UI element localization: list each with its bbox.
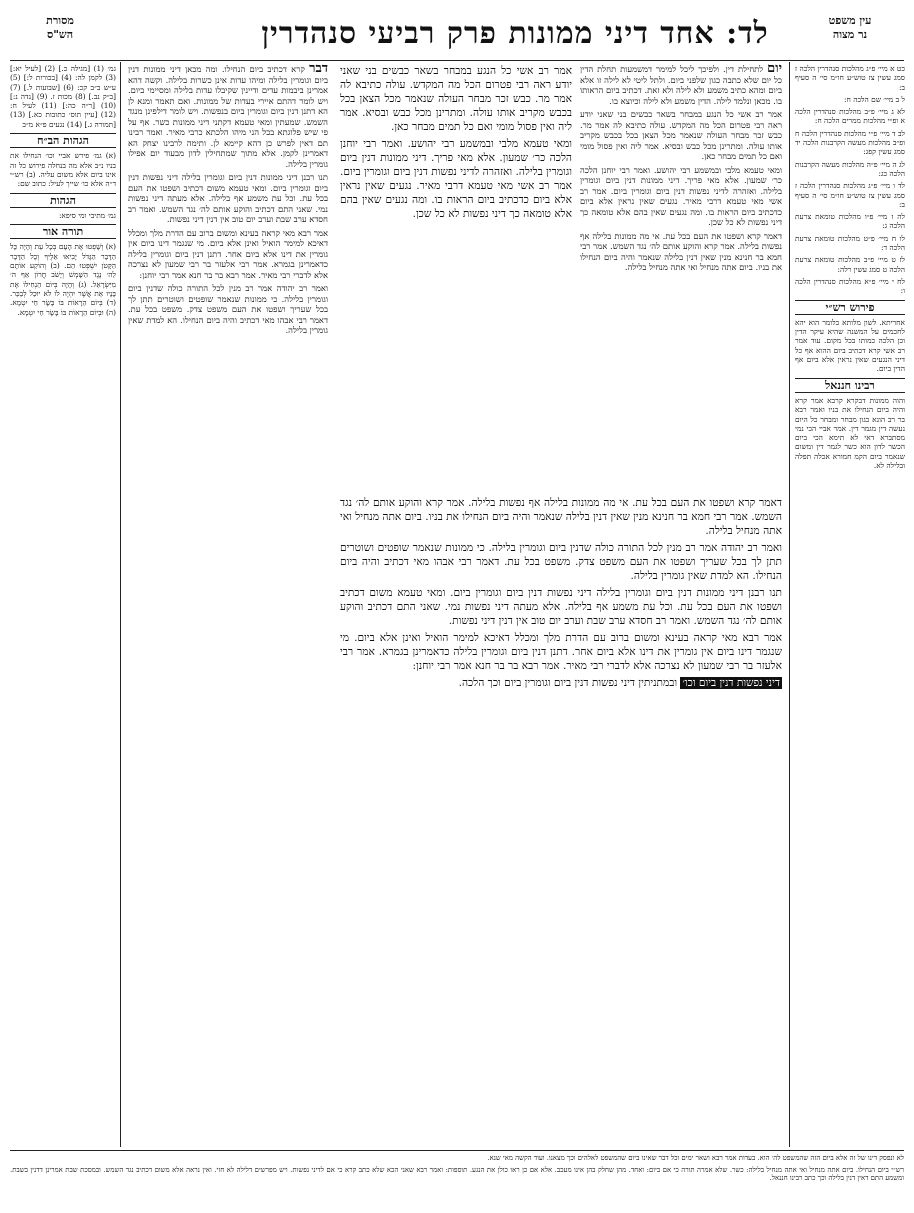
torah-or-title: תורה אור [10, 224, 116, 239]
masoret-column [10, 64, 116, 1144]
tosafot-opening-word: דבר [309, 64, 328, 76]
ein-mishpat-entry: כט א מיי׳ פ״ג מהלכות סנהדרין הלכה ז סמג עשין צז טוש״ע חו״מ סי׳ ה סעיף ב: [795, 64, 905, 92]
footer-notes [10, 1154, 904, 1208]
rashi-column [580, 64, 782, 494]
footer-line: לא ונפסק דינו של זה אלא ביום הזה שהמשפט לה׳ הוא. בעדות אמר רבא ושאר ימים וכל דבר שאינו ביום שהמשפט לאלהים וכך מצאנו. ועוד הקשה מאי שנא. [487, 1154, 904, 1162]
rabbeinu-chananel-text: והוה ממונות דבקרא קרבא אמר קרא והיה ביום הנחילו את בניו ואמר רבא בר רב הונא כגון מבחר ומבחר כל היום נעשה דין מגמר דין. אמר אביי הכי נמי מסתברא דאי לא תימא הכי ביום הכשר לדון הוא כשר לגמר דין ומשום שנאמר ביום הקמ חמורא אכלה תפלה ובלילה לא. [795, 395, 905, 470]
tosafot-column [128, 64, 328, 1064]
ein-mishpat-entry: ל ב מיי׳ שם הלכה ח: [843, 94, 905, 104]
mishna-highlight: דיני נפשות דנין ביום וכו׳ [682, 677, 780, 689]
footer-rule [10, 1150, 904, 1151]
ein-mishpat-header [800, 14, 900, 58]
ein-mishpat-entry: לד ו מיי׳ פ״ג מהלכות סנהדרין הלכה ז סמג עשין צז טוש״ע חו״מ סי׳ ה סעיף ב: [795, 181, 905, 209]
ein-mishpat-entry: לז ט מיי׳ פ״ב מהלכות טומאת צרעת הלכה ט סמג עשין רלה: [795, 255, 905, 274]
header-rule [10, 60, 904, 61]
ein-mishpat-label: עין משפט [828, 14, 872, 27]
ein-mishpat-entry: לב ד מיי׳ פ״י מהלכות סנהדרין הלכה ח ופ״ב מהלכות מעשה הקרבנות הלכה יד סמג עשין קפג: [795, 128, 905, 157]
masoret-references: גמ׳ (1) [מגילה כ.] (2) [לעיל יא:] (3) לקמן לה: (4) [בכורות ל:] (5) ע״ש ב״ב קכ: (6) [שבועות ל.] (7) [ב״ק נב.] (8) מכות ז. (9) [נדה נ:] (10) [ר״ה כה:] (11) לעיל ח: (12) [עיין תוס׳ כתובות כא.] (13) [תמורה ג.] (14) נגעים פ״א מ״ב [10, 64, 116, 129]
masoret-header [12, 14, 108, 58]
gemara-closing: ובמתניתין דיני נפשות דנין ביום וגומרין ביום וכך הלכה. [458, 677, 678, 689]
haghot-title: הגהות [10, 193, 116, 208]
torah-or-text: (א) וְשָׁפְטוּ אֶת הָעָם בְּכָל עֵת וְהָיָה כָּל הַדָּבָר הַגָּדֹל יָבִיאוּ אֵלֶיךָ וְכָל הַדָּבָר הַקָּטֹן יִשְׁפְּטוּ הֵם. (ב) וְהוֹקַע אוֹתָם לַה׳ נֶגֶד הַשָּׁמֶשׁ וְיָשֹׁב חֲרוֹן אַף ה׳ מִיִּשְׂרָאֵל. (ג) וְהָיָה בְּיוֹם הַנְחִילוֹ אֶת בָּנָיו אֵת אֲשֶׁר יִהְיֶה לוֹ לֹא יוּכַל לְבַכֵּר. (ד) בְּיוֹם הֵרָאוֹת בּוֹ בָּשָׂר חַי יִטְמָא. (ה) וּבְיוֹם הֵרָאוֹת בּוֹ בָּשָׂר חַי יִטְמָא. [10, 242, 116, 317]
gemara-paragraph: תנו רבנן דיני ממונות דנין ביום וגומרין בלילה דיני נפשות דנין ביום וגומרין ביום. ומאי טעמא משום דכתיב ושפטו את העם בכל עת. וכל עת משמע אף בלילה. אלא מעתה דיני נפשות נמי. שאני התם דכתיב והוקע אותם לה׳ נגד השמש. ואמר רב חסדא ערב שבת וערב יום טוב אין דנין דיני נפשות. [340, 587, 782, 627]
gemara-upper [340, 64, 572, 494]
gemara-highlight-line [340, 676, 782, 690]
gemara-lower [340, 496, 782, 1092]
masoret-label: מסורת [46, 14, 74, 27]
footer-rashi: רש״י ביום הנחילו. ביום אתה מנחיל ואי אתה מנחיל בלילה: כשר. שלא אמרה תורה כי אם ביום: ואחד. מהן שחלק בהן אינו מעכב. אלא אם כן ראו כולן את הנגע. תוספות: ואמר רבא שאני הכא שלא כתב קרא כי אם לדיני נפשות. ויש מפרשים דלילה לא חזי. ואין נראה אלא משום דכתיב נגד השמש. ובמסכת שבת אמרינן דדנין בשבת. ומשמע התם דאין דנין בלילה וכך כתב רבינו חננאל. [10, 1165, 904, 1183]
hashas-label: הש"ס [46, 28, 74, 41]
gemara-paragraph: אמר רב אשי כל הנגע במבחר בשאר כבשים בני שאני יודע ראה רבי פטרום הכל מה המקדש. עולה כתיבא לה אמר מר. כבש זכר מבחר העולה שנאמר מכל הצאן בכל בכבש מקריב אותו עולה. ומתרינן מכל כבש ובסיא. אמר ליה ואין פסול מומי ואם כל תמים מבחר כאן. [340, 65, 572, 133]
ein-mishpat-entry: לג ה מיי׳ פ״ה מהלכות מעשה הקרבנות הלכה כג: [795, 159, 905, 178]
gemara-paragraph: דאמר קרא ושפטו את העם בכל עת. אי מה ממונות בלילה אף נפשות בלילה. אמר קרא והוקע אותם לה׳ נגד השמש. אמר רבי חמא בר חנינא מנין שאין דנין בלילה שנאמר והיה ביום הנחילו את בניו. ביום אתה מנחיל ואי אתה מנחיל בלילה. [340, 497, 782, 537]
ein-mishpat-column [795, 64, 905, 1144]
tosafot-text: קרא דכתיב ביום הנחילו. ומה מכאן דיני ממונות דנין ביום וגומרין בלילה ומיהו עדות אינן כשרות בלילה. וקשה דהא אמרינן ביבמות עדים ודיינין שקיבלו עדות בלילה ומסיימי ביום. ויש לומר דהתם איירי בעדות של ממונות. ואם תאמר ומנא לן הא דתנן דנין ביום וגומרין ביום בנפשות. ויש לומר דילפינן מנגד השמש. שמעתין ומאי טעמא דקתני דיני ממונות כשר. אף על פי שיש פלוגתא בכל הני מיהו הלכתא כרבי מאיר. ואמר רבינו תם דאין לפרש כן דהא קיימא לן. ותימה לרבינו יצחק הא דאמרינן לקמן. אלא מתוך שמתחילין לדון מבעוד יום אפילו גומרין בלילה. [128, 64, 328, 169]
tosafot-continued: ואמר רב יהודה אמר רב מנין לכל התורה כולה שדנין ביום וגומרין בלילה. כי ממונות שנאמר שופטים ושוטרים תתן לך בכל שעריך ושפטו את העם משפט צדק. משפט בכל עת. דאמר רבי אבהו מאי דכתיב והיה ביום הנחילו. הא למדת שאין גומרין בלילה. [128, 283, 328, 335]
rashi-opening-word: יום [767, 64, 782, 76]
haghot-habach-title: הגהות הב״ח [10, 133, 116, 148]
rashi-opening [580, 64, 782, 106]
ein-mishpat-entry: לא ג מיי׳ פ״ב מהלכות סנהדרין הלכה א ופ״י מהלכות ממרים הלכה ח: [795, 107, 905, 126]
gemara-paragraph: ומאי טעמא מלבי ובמשמע רבי יהושע. ואמר רבי יוחנן הלכה כר׳ שמעון. אלא מאי פריך. דיני ממונות דנין ביום וגומרין בלילה. ואזהרה לדיני נפשות דנין ביום וגומרין ביום. אמר רב אשי מאי טעמא דרבי מאיר. נגעים שאין נראין אלא ביום כדכתיב ביום הראות בו. ומה נגעים שאין בהם אלא טומאה כך דיני נפשות לא כל שכן. [340, 138, 572, 220]
rashi-paragraph: אמר רב אשי כל הנגע במבחר בשאר כבשים בני שאני יודע ראה רבי פטרום הכל מה המקדש. עולה כתיבא לה אמר מר. כבש זכר מבחר העולה שנאמר מכל הצאן בכל בכבש מקריב אותו עולה. ומתרינן מכל כבש ובסיא. אמר ליה ואין פסול מומי ואם כל תמים מבחר כאן. [580, 109, 782, 161]
gemara-paragraph: ואמר רב יהודה אמר רב מנין לכל התורה כולה שדנין ביום וגומרין בלילה. כי ממונות שנאמר שופטים ושוטרים תתן לך בכל שעריך ושפטו את העם משפט צדק. משפט בכל עת. דאמר רבי אבהו מאי דכתיב והיה ביום הנחילו. הא למדת שאין גומרין בלילה. [340, 542, 782, 582]
right-column-divider [789, 62, 790, 1147]
rashi-paragraph: ומאי טעמא מלבי ובמשמע רבי יהושע. ואמר רבי יוחנן הלכה כר׳ שמעון. אלא מאי פריך. דיני ממונות דנין ביום וגומרין בלילה. ואזהרה לדיני נפשות דנין ביום וגומרין ביום. אמר רב אשי מאי טעמא דרבי מאיר. נגעים שאין נראין אלא ביום כדכתיב ביום הראות בו. ומה נגעים שאין בהם אלא טומאה כך דיני נפשות לא כל שכן. [580, 164, 782, 227]
rashi-side-text: אחריתא. לשון מלותא כלומר הוא יהא לחכמים על המשנה שהיא עיקר הדין וכן הלכה כמותו בכל מקום. עוד אמר רב אשי קרא דכתיב ביום ההוא אף כל דיני הנגעים שאין נראין אלא ביום אף הדין ביום. [795, 317, 905, 374]
ner-mitzvah-label: נר מצוה [832, 28, 868, 41]
ein-mishpat-entry: לו ח מיי׳ פ״ט מהלכות טומאת צרעת הלכה ד: [795, 233, 905, 253]
tosafot-text-block [128, 64, 328, 169]
rabbeinu-chananel-title: רבינו חננאל [795, 378, 905, 393]
ein-mishpat-entry: לה ז מיי׳ פ״ו מהלכות טומאת צרעת הלכה ג: [795, 212, 905, 231]
haghot-habach-text: (א) גמ׳ פירש אביי וכו׳ הנחילו את בניו נ״ב אלא מה בנחלה פירוש כל זה אינו ביום אלא משום עליה. (ב) רש״י ד״ה אלא כו׳ שייך לעיל: כתוב שם: [10, 151, 116, 189]
haghot-text: גמ׳ מתיבי ומי סיפא: [58, 210, 116, 220]
rashi-opening-text: לתחילת דין. ולפיכך ליכל למימר דמשמעות תחלת הדין כל יום שלא כתבה כגון שלפני ביום. ולתל ליטי לא לילה זו אלא ביום ומהא כתיב משמע ולא לילה ולא זאת. דכתיב ביום הראותו בו. מכאן ונלמד לילה. הדין משמע ולא לילה וכיוצא בו. [580, 64, 782, 106]
rashi-section-title: פירוש רש״י [795, 300, 905, 315]
ein-mishpat-entry: לח י מיי׳ פ״א מהלכות סנהדרין הלכה ו: [795, 276, 905, 296]
gemara-paragraph: אמר רבא מאי קראה בעינא ומשום ברוב עם הדרת מלך ומכלל דאיכא למימר הואיל ואינן אלא ביום. מי שנגמר דינו ביום אין גומרין את דינו אלא ביום אחר. דתנן דנין ביום וגומרין בלילה כדאמרינן בגמרא. אמר רבי אלעזר בר רבי שמעון לא נצרכה אלא לדברי רבי מאיר. אמר רבא בר בר חנא אמר רבי יוחנן: [340, 632, 782, 672]
rashi-paragraph: דאמר קרא ושפטו את העם בכל עת. אי מה ממונות בלילה אף נפשות בלילה. אמר קרא והוקע אותם לה׳ נגד השמש. אמר רבי חמא בר חנינא מנין שאין דנין בלילה שנאמר והיה ביום הנחילו את בניו. ביום אתה מנחיל ואי אתה מנחיל בלילה. [580, 230, 782, 272]
page-title: לד: אחד דיני ממונות פרק רביעי סנהדרין [261, 16, 769, 51]
tosafot-continued: אמר רבא מאי קראה בעינא ומשום ברוב עם הדרת מלך ומכלל דאיכא למימר הואיל ואינן אלא ביום. מי שנגמר דינו ביום אין גומרין את דינו אלא ביום אחר. דתנן דנין ביום וגומרין בלילה כדאמרינן בגמרא. אמר רבי אלעזר בר רבי שמעון לא נצרכה אלא לדברי רבי מאיר. אמר רבא בר בר חנא אמר רבי יוחנן: [128, 227, 328, 280]
tosafot-continued: תנו רבנן דיני ממונות דנין ביום וגומרין בלילה דיני נפשות דנין ביום וגומרין ביום. ומאי טעמא משום דכתיב ושפטו את העם בכל עת. וכל עת משמע אף בלילה. אלא מעתה דיני נפשות נמי. שאני התם דכתיב והוקע אותם לה׳ נגד השמש. ואמר רב חסדא ערב שבת וערב יום טוב אין דנין דיני נפשות. [128, 172, 328, 224]
left-column-divider [120, 62, 121, 1147]
